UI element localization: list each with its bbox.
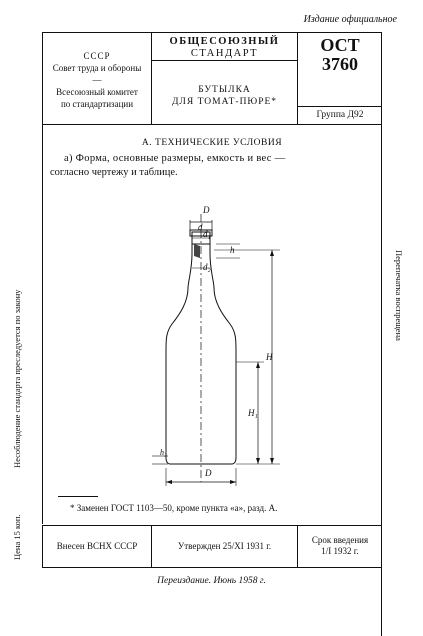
label-h: h bbox=[230, 245, 235, 255]
label-D-bottom: D bbox=[205, 468, 212, 478]
paragraph-line1: а) Форма, основные размеры, емкость и вес — bbox=[64, 153, 286, 164]
product-line1: БУТЫЛКА bbox=[198, 85, 251, 95]
group-label: Группа Д92 bbox=[316, 110, 364, 120]
reprint-prohibited: Перепечатка воспрещена bbox=[394, 250, 404, 341]
footnote: * Заменен ГОСТ 1103—50, кроме пункта «а», разд. А. bbox=[70, 503, 278, 513]
label-d2: d₂ bbox=[203, 262, 211, 272]
price: Цена 15 коп. bbox=[12, 514, 22, 560]
standard-title bbox=[152, 36, 297, 60]
product-name bbox=[152, 84, 297, 108]
committee-line1: Всесоюзный комитет bbox=[56, 87, 138, 97]
label-H1: H₁ bbox=[248, 408, 258, 418]
law-notice: Несоблюдение стандарта преследуется по закону bbox=[12, 289, 22, 468]
bottle-drawing bbox=[140, 200, 300, 490]
committee-line2: по стандартизации bbox=[60, 99, 134, 109]
code-line1: ОСТ bbox=[320, 35, 360, 55]
edition-label: Издание официальное bbox=[303, 14, 397, 25]
left-block bbox=[43, 50, 151, 110]
label-d1: d₁ bbox=[203, 229, 211, 239]
reprint-note: Переиздание. Июнь 1958 г. bbox=[157, 576, 266, 586]
effective-line1: Срок введения bbox=[311, 535, 369, 545]
product-line2: ДЛЯ ТОМАТ-ПЮРЕ* bbox=[171, 97, 278, 107]
country: СССР bbox=[83, 51, 111, 61]
label-d: d bbox=[198, 222, 203, 232]
dash: — bbox=[92, 75, 102, 85]
introduced-by: Внесен ВСНХ СССР bbox=[56, 541, 138, 551]
title-line2: СТАНДАРТ bbox=[190, 48, 259, 59]
approved-date: Утвержден 25/XI 1931 г. bbox=[177, 541, 272, 551]
label-h2: h₂ bbox=[160, 448, 167, 457]
council: Совет труда и обороны bbox=[52, 63, 142, 73]
effective-date bbox=[298, 535, 382, 557]
effective-line2: 1/I 1932 г. bbox=[321, 546, 359, 556]
label-D-top: D bbox=[203, 205, 210, 215]
label-H: H bbox=[266, 352, 273, 362]
title-line1: ОБЩЕСОЮЗНЫЙ bbox=[169, 36, 280, 47]
code-line2: 3760 bbox=[322, 54, 358, 74]
paragraph-line2: согласно чертежу и таблице. bbox=[50, 167, 178, 178]
standard-code bbox=[298, 36, 382, 74]
footnote-rule bbox=[58, 496, 98, 497]
section-title: А. ТЕХНИЧЕСКИЕ УСЛОВИЯ bbox=[141, 138, 283, 148]
